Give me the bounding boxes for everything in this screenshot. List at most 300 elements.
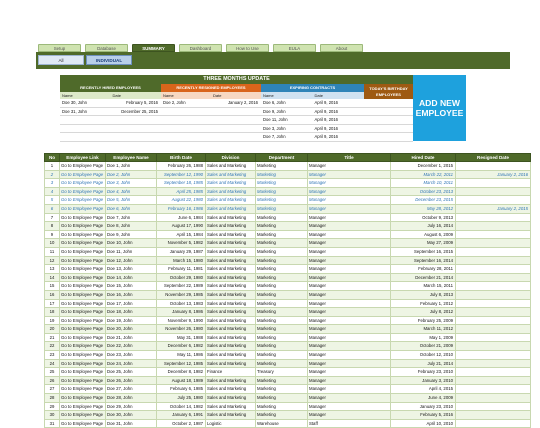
- table-row: [45, 239, 531, 248]
- cell-no: 11: [45, 247, 60, 256]
- hired-name: Doe 30, John: [62, 100, 87, 105]
- cell-name: Doe 18, John: [106, 308, 157, 317]
- list-item: [60, 133, 161, 142]
- table-row: [45, 351, 531, 360]
- employee-page-link[interactable]: Go to Employee Page: [60, 299, 106, 308]
- cell-name: Doe 4, John: [106, 187, 157, 196]
- cell-division: Sales and Marketing: [206, 394, 256, 403]
- cell-division: Sales and Marketing: [206, 385, 256, 394]
- tab-summary[interactable]: SUMMARY: [132, 44, 175, 52]
- cell-resigned-date: [456, 342, 531, 351]
- cell-title: Staff: [308, 419, 391, 428]
- cell-name: Doe 5, John: [106, 196, 157, 205]
- list-item: [161, 108, 261, 117]
- employee-page-link[interactable]: Go to Employee Page: [60, 247, 106, 256]
- resigned-date: [210, 125, 262, 133]
- cell-birth-date: November 9, 1990: [157, 316, 206, 325]
- cell-birth-date: July 25, 1980: [157, 394, 206, 403]
- resigned-date: [210, 133, 262, 141]
- cell-department: Marketing: [256, 359, 308, 368]
- hired-date: [109, 133, 161, 141]
- col-date-label: Date: [314, 93, 323, 98]
- table-header-row: [45, 154, 531, 162]
- todays-birthday-title: TODAY'S BIRTHDAY EMPLOYEES: [364, 84, 413, 99]
- cell-department: Marketing: [256, 247, 308, 256]
- cell-resigned-date: [456, 256, 531, 265]
- cell-name: Doe 24, John: [106, 359, 157, 368]
- employee-page-link[interactable]: Go to Employee Page: [60, 265, 106, 274]
- cell-birth-date: October 13, 1983: [157, 299, 206, 308]
- cell-resigned-date: [456, 196, 531, 205]
- employee-page-link[interactable]: Go to Employee Page: [60, 333, 106, 342]
- resigned-date: January 2, 2016: [227, 100, 258, 105]
- cell-no: 7: [45, 213, 60, 222]
- cell-resigned-date: [456, 162, 531, 171]
- list-item: [261, 125, 364, 134]
- cell-resigned-date: [456, 187, 531, 196]
- cell-department: Marketing: [256, 402, 308, 411]
- cell-name: Doe 31, John: [106, 419, 157, 428]
- employee-page-link[interactable]: Go to Employee Page: [60, 282, 106, 291]
- employee-page-link[interactable]: Go to Employee Page: [60, 179, 106, 188]
- cell-hired-date: August 6, 2009: [391, 230, 456, 239]
- cell-name: Doe 27, John: [106, 385, 157, 394]
- cell-department: Marketing: [256, 170, 308, 179]
- cell-no: 2: [45, 170, 60, 179]
- employee-page-link[interactable]: Go to Employee Page: [60, 187, 106, 196]
- cell-department: Warehouse: [256, 419, 308, 428]
- cell-division: Sales and Marketing: [206, 308, 256, 317]
- cell-resigned-date: [456, 402, 531, 411]
- cell-department: Marketing: [256, 187, 308, 196]
- list-item: [364, 99, 413, 108]
- cell-hired-date: May 1, 2009: [391, 333, 456, 342]
- cell-department: Marketing: [256, 342, 308, 351]
- cell-no: 12: [45, 256, 60, 265]
- cell-birth-date: January 29, 1987: [157, 247, 206, 256]
- employee-page-link[interactable]: Go to Employee Page: [60, 239, 106, 248]
- cell-hired-date: March 22, 2011: [391, 170, 456, 179]
- cell-name: Doe 28, John: [106, 394, 157, 403]
- cell-name: Doe 6, John: [106, 204, 157, 213]
- col-hired-header: Hired Date: [391, 154, 456, 162]
- employee-page-link[interactable]: Go to Employee Page: [60, 196, 106, 205]
- cell-hired-date: February 25, 2009: [391, 316, 456, 325]
- cell-hired-date: June 4, 2009: [391, 394, 456, 403]
- employee-page-link[interactable]: Go to Employee Page: [60, 385, 106, 394]
- tab-setup[interactable]: Setup: [38, 44, 81, 52]
- cell-birth-date: September 18, 1985: [157, 179, 206, 188]
- cell-division: Sales and Marketing: [206, 299, 256, 308]
- cell-department: Marketing: [256, 316, 308, 325]
- cell-no: 18: [45, 308, 60, 317]
- employee-page-link[interactable]: Go to Employee Page: [60, 204, 106, 213]
- table-row: [45, 299, 531, 308]
- cell-title: Manager: [308, 230, 391, 239]
- hired-date: December 25, 2015: [121, 108, 158, 114]
- cell-no: 6: [45, 204, 60, 213]
- cell-department: Treasury: [256, 368, 308, 377]
- list-item: [364, 125, 413, 134]
- cell-resigned-date: [456, 385, 531, 394]
- cell-title: Manager: [308, 308, 391, 317]
- cell-birth-date: August 18, 1989: [157, 376, 206, 385]
- employee-page-link[interactable]: Go to Employee Page: [60, 402, 106, 411]
- cell-birth-date: May 11, 1986: [157, 351, 206, 360]
- cell-division: Sales and Marketing: [206, 204, 256, 213]
- col-name-label: Name: [263, 93, 274, 98]
- three-months-title: THREE MONTHS UPDATE: [60, 75, 413, 84]
- cell-no: 25: [45, 368, 60, 377]
- cell-department: Marketing: [256, 282, 308, 291]
- cell-resigned-date: [456, 368, 531, 377]
- cell-title: Manager: [308, 359, 391, 368]
- employee-page-link[interactable]: Go to Employee Page: [60, 290, 106, 299]
- cell-department: Marketing: [256, 299, 308, 308]
- cell-name: Doe 2, John: [106, 170, 157, 179]
- cell-resigned-date: [456, 333, 531, 342]
- table-row: [45, 368, 531, 377]
- cell-name: Doe 29, John: [106, 402, 157, 411]
- cell-title: Manager: [308, 247, 391, 256]
- employee-page-link[interactable]: Go to Employee Page: [60, 316, 106, 325]
- cell-no: 24: [45, 359, 60, 368]
- cell-resigned-date: [456, 299, 531, 308]
- table-row: [45, 170, 531, 179]
- table-row: [45, 394, 531, 403]
- resigned-name: [161, 116, 210, 124]
- cell-no: 21: [45, 333, 60, 342]
- cell-birth-date: February 16, 1986: [157, 204, 206, 213]
- employee-page-link[interactable]: Go to Employee Page: [60, 256, 106, 265]
- cell-resigned-date: [456, 419, 531, 428]
- cell-resigned-date: [456, 239, 531, 248]
- hired-name: [60, 133, 109, 141]
- cell-no: 8: [45, 222, 60, 231]
- cell-birth-date: November 5, 1982: [157, 239, 206, 248]
- cell-birth-date: September 12, 1985: [157, 359, 206, 368]
- cell-department: Marketing: [256, 308, 308, 317]
- tab-database[interactable]: Database: [85, 44, 128, 52]
- contract-name: Doe 6, John: [263, 100, 286, 105]
- contract-date: April 9, 2016: [314, 108, 339, 114]
- recently-resigned-title: RECENTLY RESIGNED EMPLOYEES: [161, 84, 261, 92]
- cell-title: Manager: [308, 333, 391, 342]
- table-row: [45, 162, 531, 171]
- expiring-contracts-subheader: [261, 92, 364, 99]
- cell-division: Sales and Marketing: [206, 247, 256, 256]
- cell-no: 5: [45, 196, 60, 205]
- employee-page-link[interactable]: Go to Employee Page: [60, 394, 106, 403]
- cell-title: Manager: [308, 204, 391, 213]
- cell-title: Manager: [308, 170, 391, 179]
- cell-department: Marketing: [256, 179, 308, 188]
- employee-page-link[interactable]: Go to Employee Page: [60, 376, 106, 385]
- cell-title: Manager: [308, 265, 391, 274]
- list-item: [60, 99, 161, 108]
- cell-resigned-date: [456, 325, 531, 334]
- cell-name: Doe 14, John: [106, 273, 157, 282]
- cell-resigned-date: [456, 394, 531, 403]
- cell-resigned-date: January 2, 2016: [456, 170, 531, 179]
- resigned-name: Doe 2, John: [163, 100, 186, 105]
- cell-no: 15: [45, 282, 60, 291]
- cell-division: Sales and Marketing: [206, 256, 256, 265]
- tab-how-to-use[interactable]: How to Use: [226, 44, 269, 52]
- recently-resigned-panel: [161, 84, 261, 142]
- cell-title: Manager: [308, 282, 391, 291]
- cell-division: Sales and Marketing: [206, 351, 256, 360]
- cell-name: Doe 26, John: [106, 376, 157, 385]
- col-resigned-header: Resigned Date: [456, 154, 531, 162]
- cell-no: 23: [45, 351, 60, 360]
- subtab-all-button[interactable]: All: [38, 55, 84, 65]
- cell-title: Manager: [308, 411, 391, 420]
- employee-page-link[interactable]: Go to Employee Page: [60, 411, 106, 420]
- employee-page-link[interactable]: Go to Employee Page: [60, 419, 106, 428]
- cell-title: Manager: [308, 316, 391, 325]
- cell-resigned-date: [456, 376, 531, 385]
- contract-name: Doe 3, John: [263, 125, 286, 131]
- cell-name: Doe 3, John: [106, 179, 157, 188]
- contract-date: April 9, 2016: [314, 117, 339, 122]
- cell-title: Manager: [308, 273, 391, 282]
- contract-name: Doe 11, John: [263, 117, 288, 122]
- tab-dashboard[interactable]: Dashboard: [179, 44, 222, 52]
- cell-hired-date: December 21, 2014: [391, 273, 456, 282]
- cell-division: Sales and Marketing: [206, 359, 256, 368]
- cell-no: 29: [45, 402, 60, 411]
- cell-birth-date: April 15, 1984: [157, 230, 206, 239]
- cell-hired-date: April 10, 2010: [391, 419, 456, 428]
- cell-department: Marketing: [256, 290, 308, 299]
- cell-department: Marketing: [256, 325, 308, 334]
- contract-date: April 9, 2016: [314, 125, 339, 131]
- employee-table: [44, 153, 531, 428]
- cell-division: Sales and Marketing: [206, 342, 256, 351]
- cell-name: Doe 8, John: [106, 222, 157, 231]
- employee-page-link[interactable]: Go to Employee Page: [60, 351, 106, 360]
- table-row: [45, 204, 531, 213]
- cell-name: Doe 21, John: [106, 333, 157, 342]
- cell-division: Sales and Marketing: [206, 170, 256, 179]
- employee-page-link[interactable]: Go to Employee Page: [60, 342, 106, 351]
- contract-date: April 9, 2016: [314, 134, 339, 139]
- table-row: [45, 222, 531, 231]
- contract-date: April 9, 2016: [314, 100, 339, 105]
- employee-page-link[interactable]: Go to Employee Page: [60, 359, 106, 368]
- table-row: [45, 316, 531, 325]
- table-row: [45, 196, 531, 205]
- table-row: [45, 273, 531, 282]
- col-division-header: Division: [206, 154, 256, 162]
- cell-hired-date: October 12, 2010: [391, 351, 456, 360]
- cell-title: Manager: [308, 368, 391, 377]
- cell-hired-date: September 16, 2014: [391, 256, 456, 265]
- cell-title: Manager: [308, 256, 391, 265]
- cell-name: Doe 15, John: [106, 282, 157, 291]
- table-row: [45, 376, 531, 385]
- cell-birth-date: November 26, 1980: [157, 325, 206, 334]
- cell-division: Logistic: [206, 419, 256, 428]
- employee-page-link[interactable]: Go to Employee Page: [60, 325, 106, 334]
- cell-no: 22: [45, 342, 60, 351]
- employee-page-link[interactable]: Go to Employee Page: [60, 162, 106, 171]
- cell-hired-date: October 21, 2009: [391, 342, 456, 351]
- cell-birth-date: October 2, 1987: [157, 419, 206, 428]
- recently-resigned-subheader: [161, 92, 261, 99]
- cell-division: Sales and Marketing: [206, 222, 256, 231]
- cell-no: 31: [45, 419, 60, 428]
- cell-resigned-date: [456, 351, 531, 360]
- list-item: [60, 116, 161, 125]
- cell-hired-date: February 5, 2016: [391, 411, 456, 420]
- cell-no: 17: [45, 299, 60, 308]
- employee-page-link[interactable]: Go to Employee Page: [60, 222, 106, 231]
- col-link-header: Employee Link: [60, 154, 106, 162]
- cell-birth-date: November 29, 1985: [157, 290, 206, 299]
- table-row: [45, 290, 531, 299]
- cell-department: Marketing: [256, 196, 308, 205]
- cell-hired-date: February 1, 2012: [391, 299, 456, 308]
- list-item: [60, 125, 161, 134]
- cell-birth-date: March 15, 1980: [157, 256, 206, 265]
- employee-page-link[interactable]: Go to Employee Page: [60, 230, 106, 239]
- tab-eula[interactable]: EULA: [273, 44, 316, 52]
- col-date-label: Date: [112, 93, 121, 98]
- cell-hired-date: May 27, 2009: [391, 239, 456, 248]
- col-title-header: Title: [308, 154, 391, 162]
- list-item: [364, 133, 413, 142]
- col-name-header: Employee Name: [106, 154, 157, 162]
- cell-name: Doe 11, John: [106, 247, 157, 256]
- cell-hired-date: March 11, 2012: [391, 325, 456, 334]
- cell-resigned-date: [456, 411, 531, 420]
- employee-page-link[interactable]: Go to Employee Page: [60, 368, 106, 377]
- employee-page-link[interactable]: Go to Employee Page: [60, 170, 106, 179]
- cell-department: Marketing: [256, 273, 308, 282]
- cell-no: 14: [45, 273, 60, 282]
- cell-title: Manager: [308, 402, 391, 411]
- cell-title: Manager: [308, 290, 391, 299]
- list-item: [161, 125, 261, 134]
- cell-no: 4: [45, 187, 60, 196]
- table-row: [45, 282, 531, 291]
- cell-resigned-date: [456, 308, 531, 317]
- cell-division: Sales and Marketing: [206, 187, 256, 196]
- list-item: [261, 99, 364, 108]
- cell-birth-date: February 6, 1985: [157, 385, 206, 394]
- table-row: [45, 333, 531, 342]
- hired-date: February 5, 2016: [126, 100, 158, 105]
- cell-department: Marketing: [256, 230, 308, 239]
- cell-department: Marketing: [256, 411, 308, 420]
- cell-birth-date: September 22, 1989: [157, 282, 206, 291]
- cell-division: Sales and Marketing: [206, 239, 256, 248]
- resigned-name: [161, 108, 210, 116]
- hired-name: [60, 125, 109, 133]
- employee-page-link[interactable]: Go to Employee Page: [60, 213, 106, 222]
- cell-division: Sales and Marketing: [206, 273, 256, 282]
- cell-no: 30: [45, 411, 60, 420]
- table-row: [45, 256, 531, 265]
- table-row: [45, 359, 531, 368]
- cell-resigned-date: [456, 179, 531, 188]
- tab-about[interactable]: About: [320, 44, 363, 52]
- cell-division: Sales and Marketing: [206, 376, 256, 385]
- cell-birth-date: October 14, 1982: [157, 402, 206, 411]
- cell-no: 20: [45, 325, 60, 334]
- cell-division: Sales and Marketing: [206, 411, 256, 420]
- col-department-header: Department: [256, 154, 308, 162]
- recently-hired-subheader: [60, 92, 161, 99]
- cell-name: Doe 19, John: [106, 316, 157, 325]
- hired-date: [109, 125, 161, 133]
- cell-title: Manager: [308, 239, 391, 248]
- cell-hired-date: March 10, 2011: [391, 179, 456, 188]
- cell-no: 9: [45, 230, 60, 239]
- table-row: [45, 308, 531, 317]
- cell-name: Doe 13, John: [106, 265, 157, 274]
- cell-division: Sales and Marketing: [206, 325, 256, 334]
- table-row: [45, 265, 531, 274]
- cell-birth-date: May 31, 1988: [157, 333, 206, 342]
- employee-page-link[interactable]: Go to Employee Page: [60, 273, 106, 282]
- table-row: [45, 213, 531, 222]
- cell-hired-date: July 8, 2013: [391, 290, 456, 299]
- sheet-tabs: [38, 44, 363, 52]
- cell-birth-date: June 6, 1984: [157, 213, 206, 222]
- cell-birth-date: February 26, 1988: [157, 162, 206, 171]
- cell-birth-date: April 25, 1985: [157, 187, 206, 196]
- cell-hired-date: July 16, 2014: [391, 222, 456, 231]
- cell-name: Doe 20, John: [106, 325, 157, 334]
- cell-hired-date: January 23, 2010: [391, 402, 456, 411]
- col-name-label: Name: [62, 93, 73, 98]
- cell-hired-date: March 15, 2011: [391, 282, 456, 291]
- cell-division: Sales and Marketing: [206, 316, 256, 325]
- cell-hired-date: February 23, 2010: [391, 368, 456, 377]
- resigned-date: [210, 116, 262, 124]
- cell-resigned-date: January 2, 2015: [456, 204, 531, 213]
- cell-resigned-date: [456, 290, 531, 299]
- cell-department: Marketing: [256, 213, 308, 222]
- cell-resigned-date: [456, 247, 531, 256]
- col-no-header: No: [45, 154, 60, 162]
- cell-name: Doe 25, John: [106, 368, 157, 377]
- cell-title: Manager: [308, 351, 391, 360]
- list-item: [364, 108, 413, 117]
- cell-division: Sales and Marketing: [206, 265, 256, 274]
- cell-no: 27: [45, 385, 60, 394]
- cell-name: Doe 10, John: [106, 239, 157, 248]
- cell-title: Manager: [308, 342, 391, 351]
- add-new-employee-button[interactable]: ADD NEW EMPLOYEE: [413, 75, 466, 141]
- employee-page-link[interactable]: Go to Employee Page: [60, 308, 106, 317]
- cell-resigned-date: [456, 359, 531, 368]
- cell-name: Doe 7, John: [106, 213, 157, 222]
- cell-resigned-date: [456, 230, 531, 239]
- cell-no: 10: [45, 239, 60, 248]
- subtab-individual-button[interactable]: INDIVIDUAL: [86, 55, 132, 65]
- cell-hired-date: October 23, 2013: [391, 187, 456, 196]
- cell-division: Sales and Marketing: [206, 282, 256, 291]
- cell-division: Sales and Marketing: [206, 290, 256, 299]
- cell-birth-date: February 11, 1981: [157, 265, 206, 274]
- cell-title: Manager: [308, 213, 391, 222]
- table-row: [45, 411, 531, 420]
- list-item: [161, 99, 261, 108]
